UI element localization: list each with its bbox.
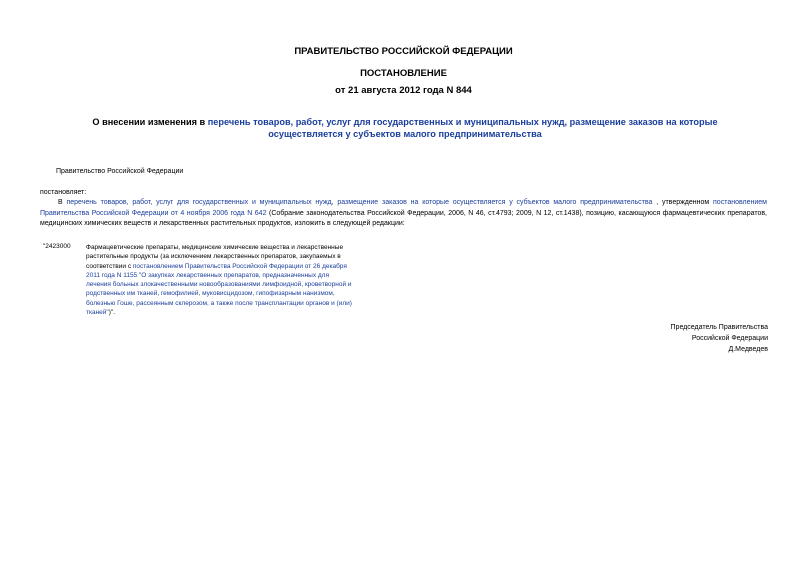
title-prefix: О внесении изменения в [92,117,208,127]
desc-prefix: Фармацевтические препараты, медицинские химические вещества и лекарственные растительные продукты (за исключением лекарственных препаратов, закупаемых в соответствии с [86,244,344,270]
government-heading: ПРАВИТЕЛЬСТВО РОССИЙСКОЙ ФЕДЕРАЦИИ [294,46,513,57]
signature-line-2: Российской Федерации [691,335,768,342]
document-title [55,116,755,140]
doc-type-heading: ПОСТАНОВЛЕНИЕ [360,68,447,79]
decree-642-link[interactable]: постановлением Правительства Российской Федерации от 4 ноября 2006 года N 642 [40,199,767,217]
doc-date-number: от 21 августа 2012 года N 844 [335,85,472,96]
decrees-line: постановляет: [40,189,87,196]
para-mid: , утвержденном [652,199,714,206]
title-link[interactable]: перечень товаров, работ, услуг для государственных и муниципальных нужд, размещение заказов на которые осуществляется у субъектов малого предпринимательства [207,117,718,139]
signature-name: Д.Медведев [728,346,768,353]
signature-line-1: Председатель Правительства [670,324,768,331]
decree-1155-link[interactable]: постановлением Правительства Российской Федерации от 26 декабря 2011 года N 1155 "О закупках лекарственных препаратов, предназначенных для лечения больных злокачественными новообразованиями лимфоидной, кроветворной и родственных им тканей, гемофилией, муковисцидозом, гипофизарным нанизмом, болезнью Гоше, рассеянным склерозом, а также после трансплантации органов и (или) тканей" [86,262,352,317]
desc-suffix: )". [108,309,116,317]
signature-block [560,322,768,355]
position-description [86,243,352,317]
main-paragraph [40,198,767,230]
para-prefix: В [58,199,67,206]
government-line: Правительство Российской Федерации [56,168,184,175]
position-code: "2423000 [43,243,71,250]
list-link[interactable]: перечень товаров, работ, услуг для государственных и муниципальных нужд, размещение заказов на которые осуществляется у субъектов малого предпринимательства [66,199,653,206]
para-rest: (Собрание законодательства Российской Федерации, 2006, N 46, ст.4793; 2009, N 12, ст.1438), позицию, касающуюся фармацевтических препаратов, медицинских химических веществ и лекарственных растительных продуктов, изложить в следующей редакции: [40,209,768,227]
